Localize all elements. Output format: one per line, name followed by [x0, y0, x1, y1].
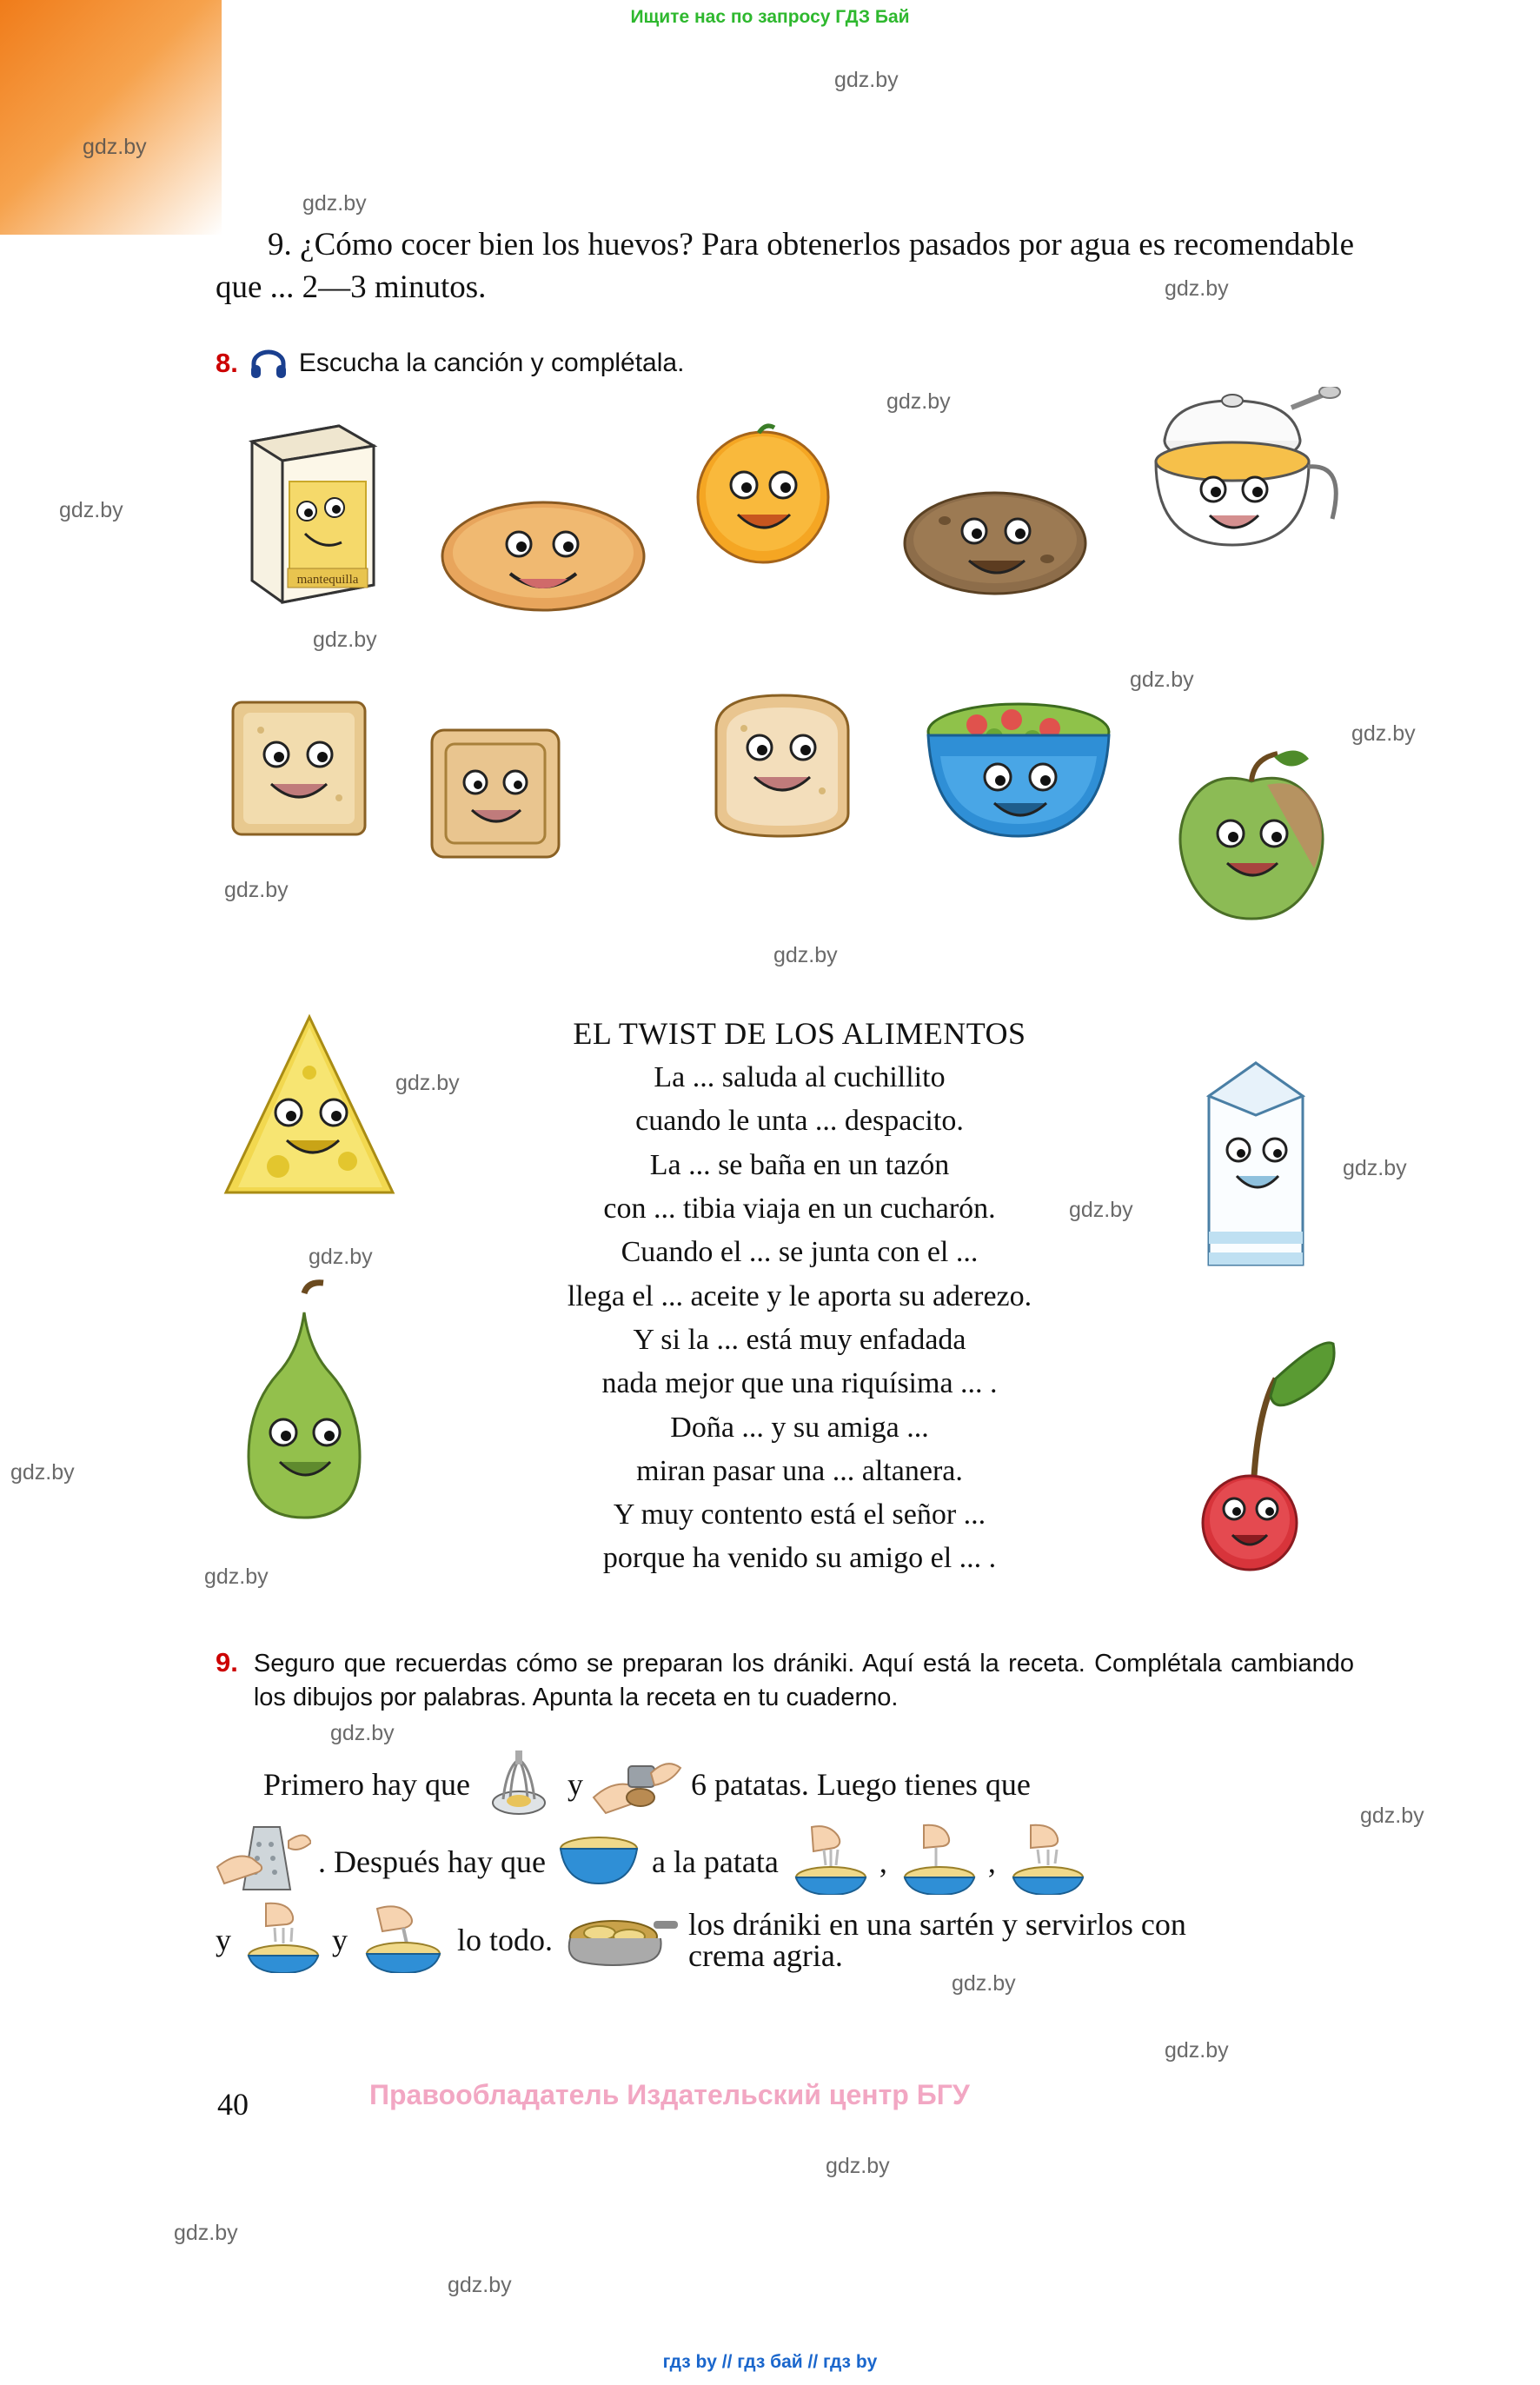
song-line: llega el ... aceite y le aporta su aderezo. — [567, 1279, 1032, 1312]
bowl-pour-icon — [894, 1824, 981, 1900]
watermark: gdz.by — [773, 943, 838, 967]
watermark: gdz.by — [59, 498, 123, 522]
watermark: gdz.by — [886, 389, 951, 414]
exercise-9-number: 9. — [216, 1647, 238, 1677]
song-line: Y muy contento está el señor ... — [613, 1498, 986, 1531]
watermark: gdz.by — [204, 1565, 269, 1589]
song-line: Cuando el ... se junta con el ... — [621, 1236, 979, 1269]
watermark: gdz.by — [395, 1071, 460, 1095]
picture-bread-slice — [695, 678, 869, 856]
whisk-beating-icon — [477, 1747, 561, 1822]
picture-potato — [899, 482, 1091, 608]
watermark: gdz.by — [834, 68, 899, 92]
bowl-salt-icon — [238, 1902, 325, 1978]
song-line: porque ha venido su amigo el ... . — [602, 1542, 997, 1575]
watermark: gdz.by — [174, 2221, 238, 2245]
page-number: 40 — [217, 2087, 249, 2122]
watermark: gdz.by — [826, 2154, 890, 2178]
recipe-seg-10: lo todo. — [457, 1923, 554, 1957]
song-lyrics — [452, 1056, 1147, 1581]
watermark: gdz.by — [10, 1460, 75, 1485]
recipe-seg-5: a la patata — [651, 1844, 779, 1879]
song-line: La ... se baña en un tazón — [649, 1148, 950, 1181]
song-line: La ... saluda al cuchillito — [654, 1061, 946, 1093]
exercise-8-number: 8. — [216, 348, 238, 378]
bowl-sprinkle-icon — [1003, 1824, 1090, 1900]
watermark: gdz.by — [1165, 2038, 1229, 2063]
watermark: gdz.by — [1351, 721, 1416, 746]
recipe-seg-9: y — [332, 1923, 348, 1957]
recipe-seg-11: los drániki en una sartén y servirlos con crema agria. — [688, 1907, 1186, 1973]
recipe-seg-6: , — [879, 1844, 887, 1879]
picture-milk-carton — [1178, 1047, 1334, 1286]
recipe-line-3 — [216, 1902, 1354, 1978]
adding-salt-icon — [786, 1824, 873, 1900]
exercise-8-heading — [216, 348, 684, 379]
song-line: nada mejor que una riquísima ... . — [601, 1367, 998, 1400]
recipe-line-2 — [216, 1822, 1354, 1902]
headphones-icon — [250, 349, 287, 378]
copyright-notice: Правообладатель Издательский центр БГУ — [369, 2079, 970, 2110]
recipe-text — [216, 1747, 1354, 1978]
picture-salad-bowl — [914, 687, 1123, 852]
frying-pan-icon — [560, 1902, 681, 1978]
watermark: gdz.by — [330, 1721, 395, 1745]
song-line: miran pasar una ... altanera. — [636, 1454, 963, 1487]
recipe-seg-3: 6 patatas. Luego tienes que — [690, 1767, 1031, 1802]
song-line: cuando le unta ... despacito. — [635, 1105, 964, 1138]
watermark: gdz.by — [448, 2273, 512, 2297]
recipe-seg-2: y — [567, 1767, 583, 1802]
exercise-9-top-body: ¿Cómo cocer bien los huevos? Para obtenerlos pasados por agua es recomendable que ... 2—3 minutos. — [216, 227, 1354, 305]
corner-gradient-decoration — [0, 0, 222, 235]
picture-cheese-slice-bread — [217, 687, 382, 856]
peeling-hands-icon — [590, 1747, 684, 1822]
picture-apple — [1165, 743, 1338, 930]
watermark: gdz.by — [83, 135, 147, 159]
grater-hands-icon — [216, 1822, 311, 1902]
bowl-icon — [553, 1831, 645, 1892]
mixing-bowl-icon — [355, 1902, 450, 1978]
exercise-8-instruction: Escucha la canción y complétala. — [298, 349, 685, 377]
song-line: con ... tibia viaja en un cucharón. — [603, 1192, 996, 1225]
watermark: gdz.by — [224, 878, 289, 902]
exercise-9-heading — [216, 1647, 1354, 1715]
picture-cheese-wedge — [209, 1008, 408, 1221]
song-line: Doña ... y su amiga ... — [670, 1411, 929, 1444]
picture-bread-roll — [439, 495, 647, 621]
exercise-9-top-text — [216, 224, 1354, 309]
recipe-seg-7: , — [987, 1844, 996, 1879]
bottom-promo-banner: гдз by // гдз бай // гдз by — [662, 2352, 878, 2372]
watermark: gdz.by — [952, 1971, 1016, 1996]
picture-cracker-biscuit — [422, 720, 569, 872]
watermark: gdz.by — [1360, 1804, 1424, 1828]
watermark: gdz.by — [313, 628, 377, 652]
watermark: gdz.by — [1130, 668, 1194, 692]
recipe-seg-8: y — [216, 1923, 231, 1957]
picture-cherry — [1156, 1330, 1338, 1578]
exercise-9-instruction: Seguro que recuerdas cómo se preparan los drániki. Aquí está la receta. Complétala cambiando los dibujos por palabras. Apunta la receta en tu cuaderno. — [253, 1650, 1354, 1712]
watermark: gdz.by — [309, 1245, 373, 1269]
watermark: gdz.by — [1069, 1198, 1133, 1222]
watermark: gdz.by — [1343, 1156, 1407, 1180]
watermark: gdz.by — [302, 191, 367, 216]
picture-orange-fruit — [689, 417, 837, 574]
watermark: gdz.by — [1165, 276, 1229, 301]
butter-box-label: mantequilla — [296, 573, 359, 587]
picture-butter-box — [222, 407, 395, 615]
recipe-line-1 — [216, 1747, 1354, 1822]
exercise-9-top-number: 9. — [268, 227, 292, 262]
picture-soup-tureen — [1130, 387, 1347, 591]
song-line: Y si la ... está muy enfadada — [633, 1323, 966, 1356]
picture-pear — [217, 1278, 391, 1543]
recipe-seg-4: . Después hay que — [318, 1844, 546, 1879]
song-title: EL TWIST DE LOS ALIMENTOS — [573, 1016, 1026, 1051]
recipe-seg-1: Primero hay que — [263, 1767, 470, 1802]
top-promo-banner: Ищите нас по запросу ГДЗ Бай — [630, 7, 910, 27]
